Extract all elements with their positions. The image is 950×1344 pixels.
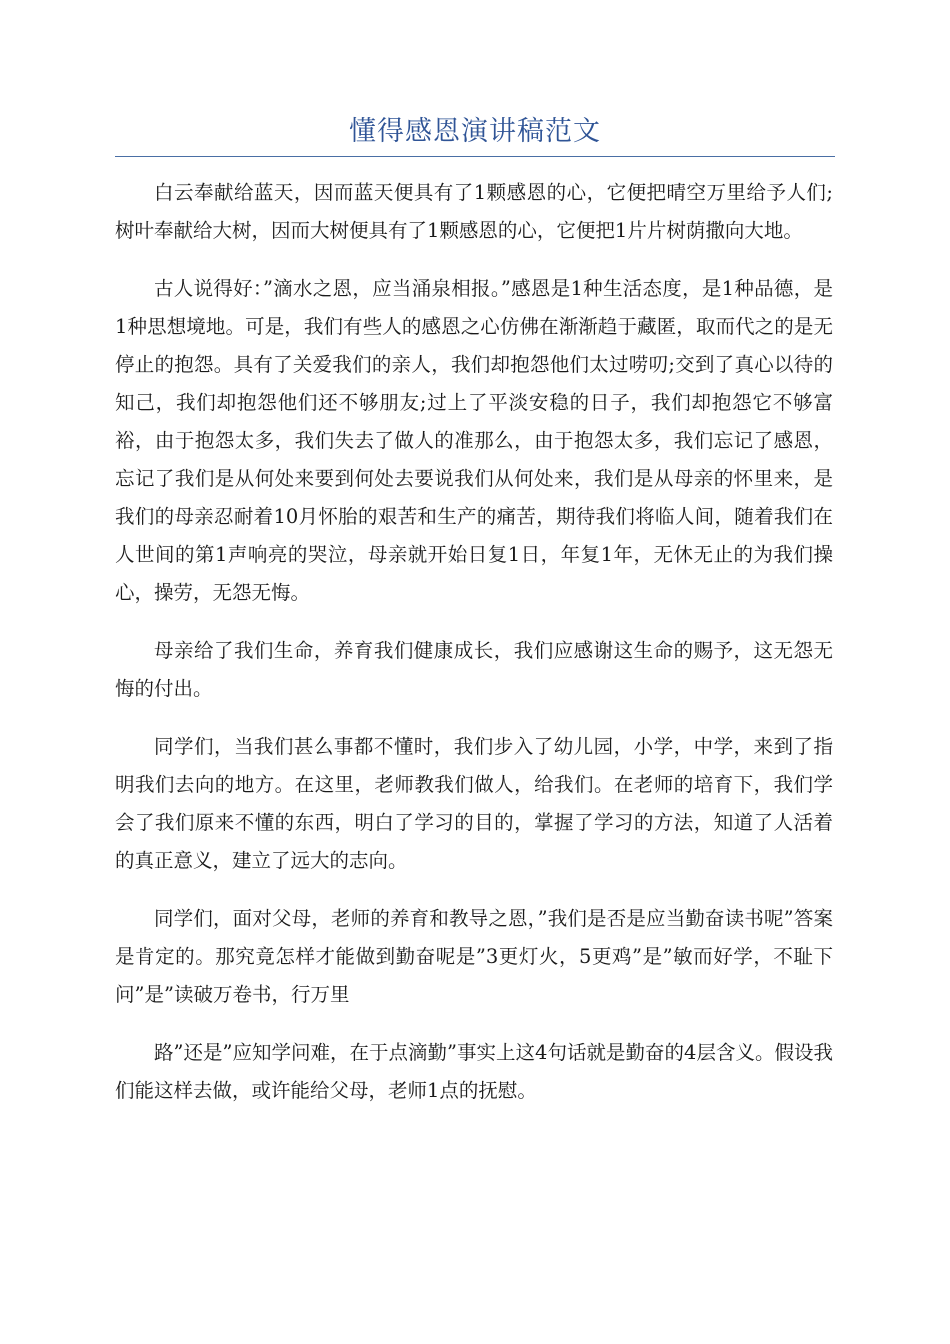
title-block: [115, 112, 835, 157]
paragraph-1: 白云奉献给蓝天，因而蓝天便具有了1颗感恩的心，它便把晴空万里给予人们;树叶奉献给大树，因而大树便具有了1颗感恩的心，它便把1片片树荫撒向大地。: [115, 181, 833, 242]
document-body: [115, 174, 833, 1130]
paragraph-3: 母亲给了我们生命，养育我们健康成长，我们应感谢这生命的赐予，这无怨无悔的付出。: [115, 639, 833, 700]
paragraph-2: 古人说得好：”滴水之恩，应当涌泉相报。”感恩是1种生活态度，是1种品德，是1种思想境地。可是，我们有些人的感恩之心仿佛在渐渐趋于藏匿，取而代之的是无停止的抱怨。具有了关爱我们的亲人，我们却抱怨他们太过唠叨;交到了真心以待的知己，我们却抱怨他们还不够朋友;过上了平淡安稳的日子，我们却抱怨它不够富裕，由于抱怨太多，我们失去了做人的准那么，由于抱怨太多，我们忘记了感恩，忘记了我们是从何处来要到何处去要说我们从何处来，我们是从母亲的怀里来，是我们的母亲忍耐着10月怀胎的艰苦和生产的痛苦，期待我们将临人间，随着我们在人世间的第1声响亮的哭泣，母亲就开始日复1日，年复1年，无休无止的为我们操心，操劳，无怨无悔。: [115, 277, 833, 604]
page-title: 懂得感恩演讲稿范文: [349, 116, 601, 147]
paragraph-4: 同学们，当我们甚么事都不懂时，我们步入了幼儿园，小学，中学，来到了指明我们去向的地方。在这里，老师教我们做人，给我们。在老师的培育下，我们学会了我们原来不懂的东西，明白了学习的目的，掌握了学习的方法，知道了人活着的真正意义，建立了远大的志向。: [115, 735, 833, 872]
paragraph-6: 路”还是”应知学问难，在于点滴勤”事实上这4句话就是勤奋的4层含义。假设我们能这样去做，或许能给父母，老师1点的抚慰。: [115, 1041, 833, 1102]
paragraph-5: 同学们，面对父母，老师的养育和教导之恩，”我们是否是应当勤奋读书呢”答案是肯定的。那究竟怎样才能做到勤奋呢是”3更灯火，5更鸡”是”敏而好学，不耻下问”是”读破万卷书，行万里: [115, 907, 833, 1006]
